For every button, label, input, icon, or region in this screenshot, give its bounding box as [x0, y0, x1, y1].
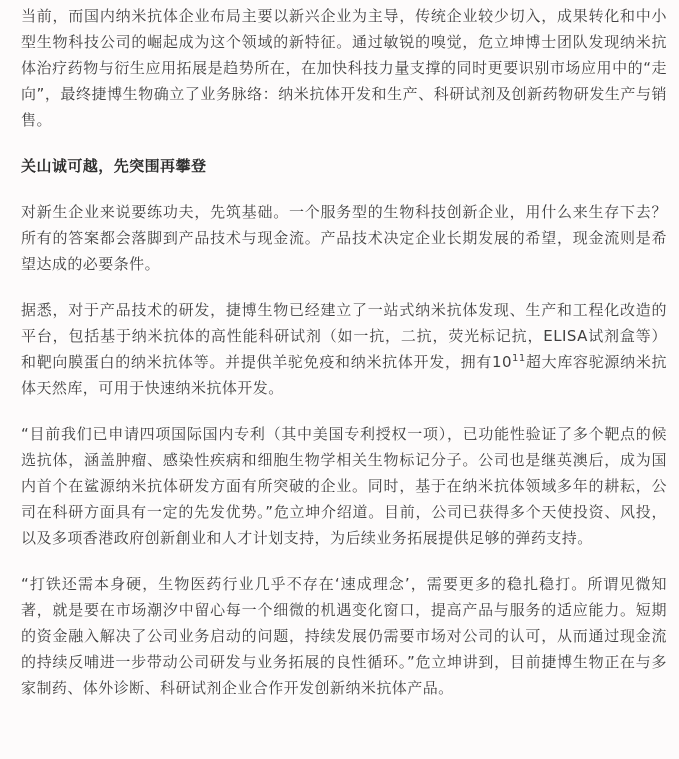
paragraph-intro: 当前，而国内纳米抗体企业布局主要以新兴企业为主导，传统企业较少切入，成果转化和中小型生物科技公司的崛起成为这个领域的新特征。通过敏锐的嗅觉，危立坤博士团队发现纳米抗体治疗药物与衍生应用拓展是趋势所在，在加快科技力量支撑的同时更要识别市场应用中的“走向”，最终捷博生物确立了业务脉络：纳米抗体开发和生产、科研试剂及创新药物研发生产与销售。: [21, 7, 667, 129]
section-heading: 关山诚可越，先突围再攀登: [21, 157, 207, 175]
paragraph-product-tech: [21, 297, 667, 401]
paragraph-steady-growth-quote: “打铁还需本身硬，生物医药行业几乎不存在‘速成理念’，需要更多的稳扎稳打。所谓见微知著，就是要在市场潮汐中留心每一个细微的机遇变化窗口，提高产品与服务的适应能力。短期的资金融入解决了公司业务启动的问题，持续发展仍需要市场对公司的认可，从而通过现金流的持续反哺进一步带动公司研发与业务拓展的良性循环。”危立坤讲到，目前捷博生物正在与多家制药、体外诊断、科研试剂企业合作开发创新纳米抗体产品。: [21, 575, 667, 697]
paragraph-patents-quote: “目前我们已申请四项国际国内专利（其中美国专利授权一项），已功能性验证了多个靶点的候选抗体，涵盖肿瘤、感染性疾病和细胞生物学相关生物标记分子。公司也是继英澳后，成为国内首个在鲨源纳米抗体研发方面有所突破的企业。同时，基于在纳米抗体领域多年的耕耘，公司在科研方面具有一定的先发优势。”危立坤介绍道。目前，公司已获得多个天使投资、风投，以及多项香港政府创新創业和人才计划支持，为后续业务拓展提供足够的弹药支持。: [21, 425, 667, 547]
paragraph-product-tech-tail: 超大库容驼源纳米抗体天然库，可用于快速纳米抗体开发。: [21, 353, 667, 397]
exponent-superscript: 11: [512, 353, 526, 364]
paragraph-product-tech-text: 据悉，对于产品技术的研发，捷博生物已经建立了一站式纳米抗体发现、生产和工程化改造的平台，包括基于纳米抗体的高性能科研试剂（如一抗，二抗，荧光标记抗，ELISA试剂盒等）和靶向膜蛋白的纳米抗体等。并提供羊驼免疫和纳米抗体开发，拥有10: [21, 301, 667, 371]
paragraph-foundation: 对新生企业来说要练功夫，先筑基础。一个服务型的生物科技创新企业，用什么来生存下去？所有的答案都会落脚到产品技术与现金流。产品技术决定企业长期发展的希望，现金流则是希望达成的必要条件。: [21, 203, 667, 273]
